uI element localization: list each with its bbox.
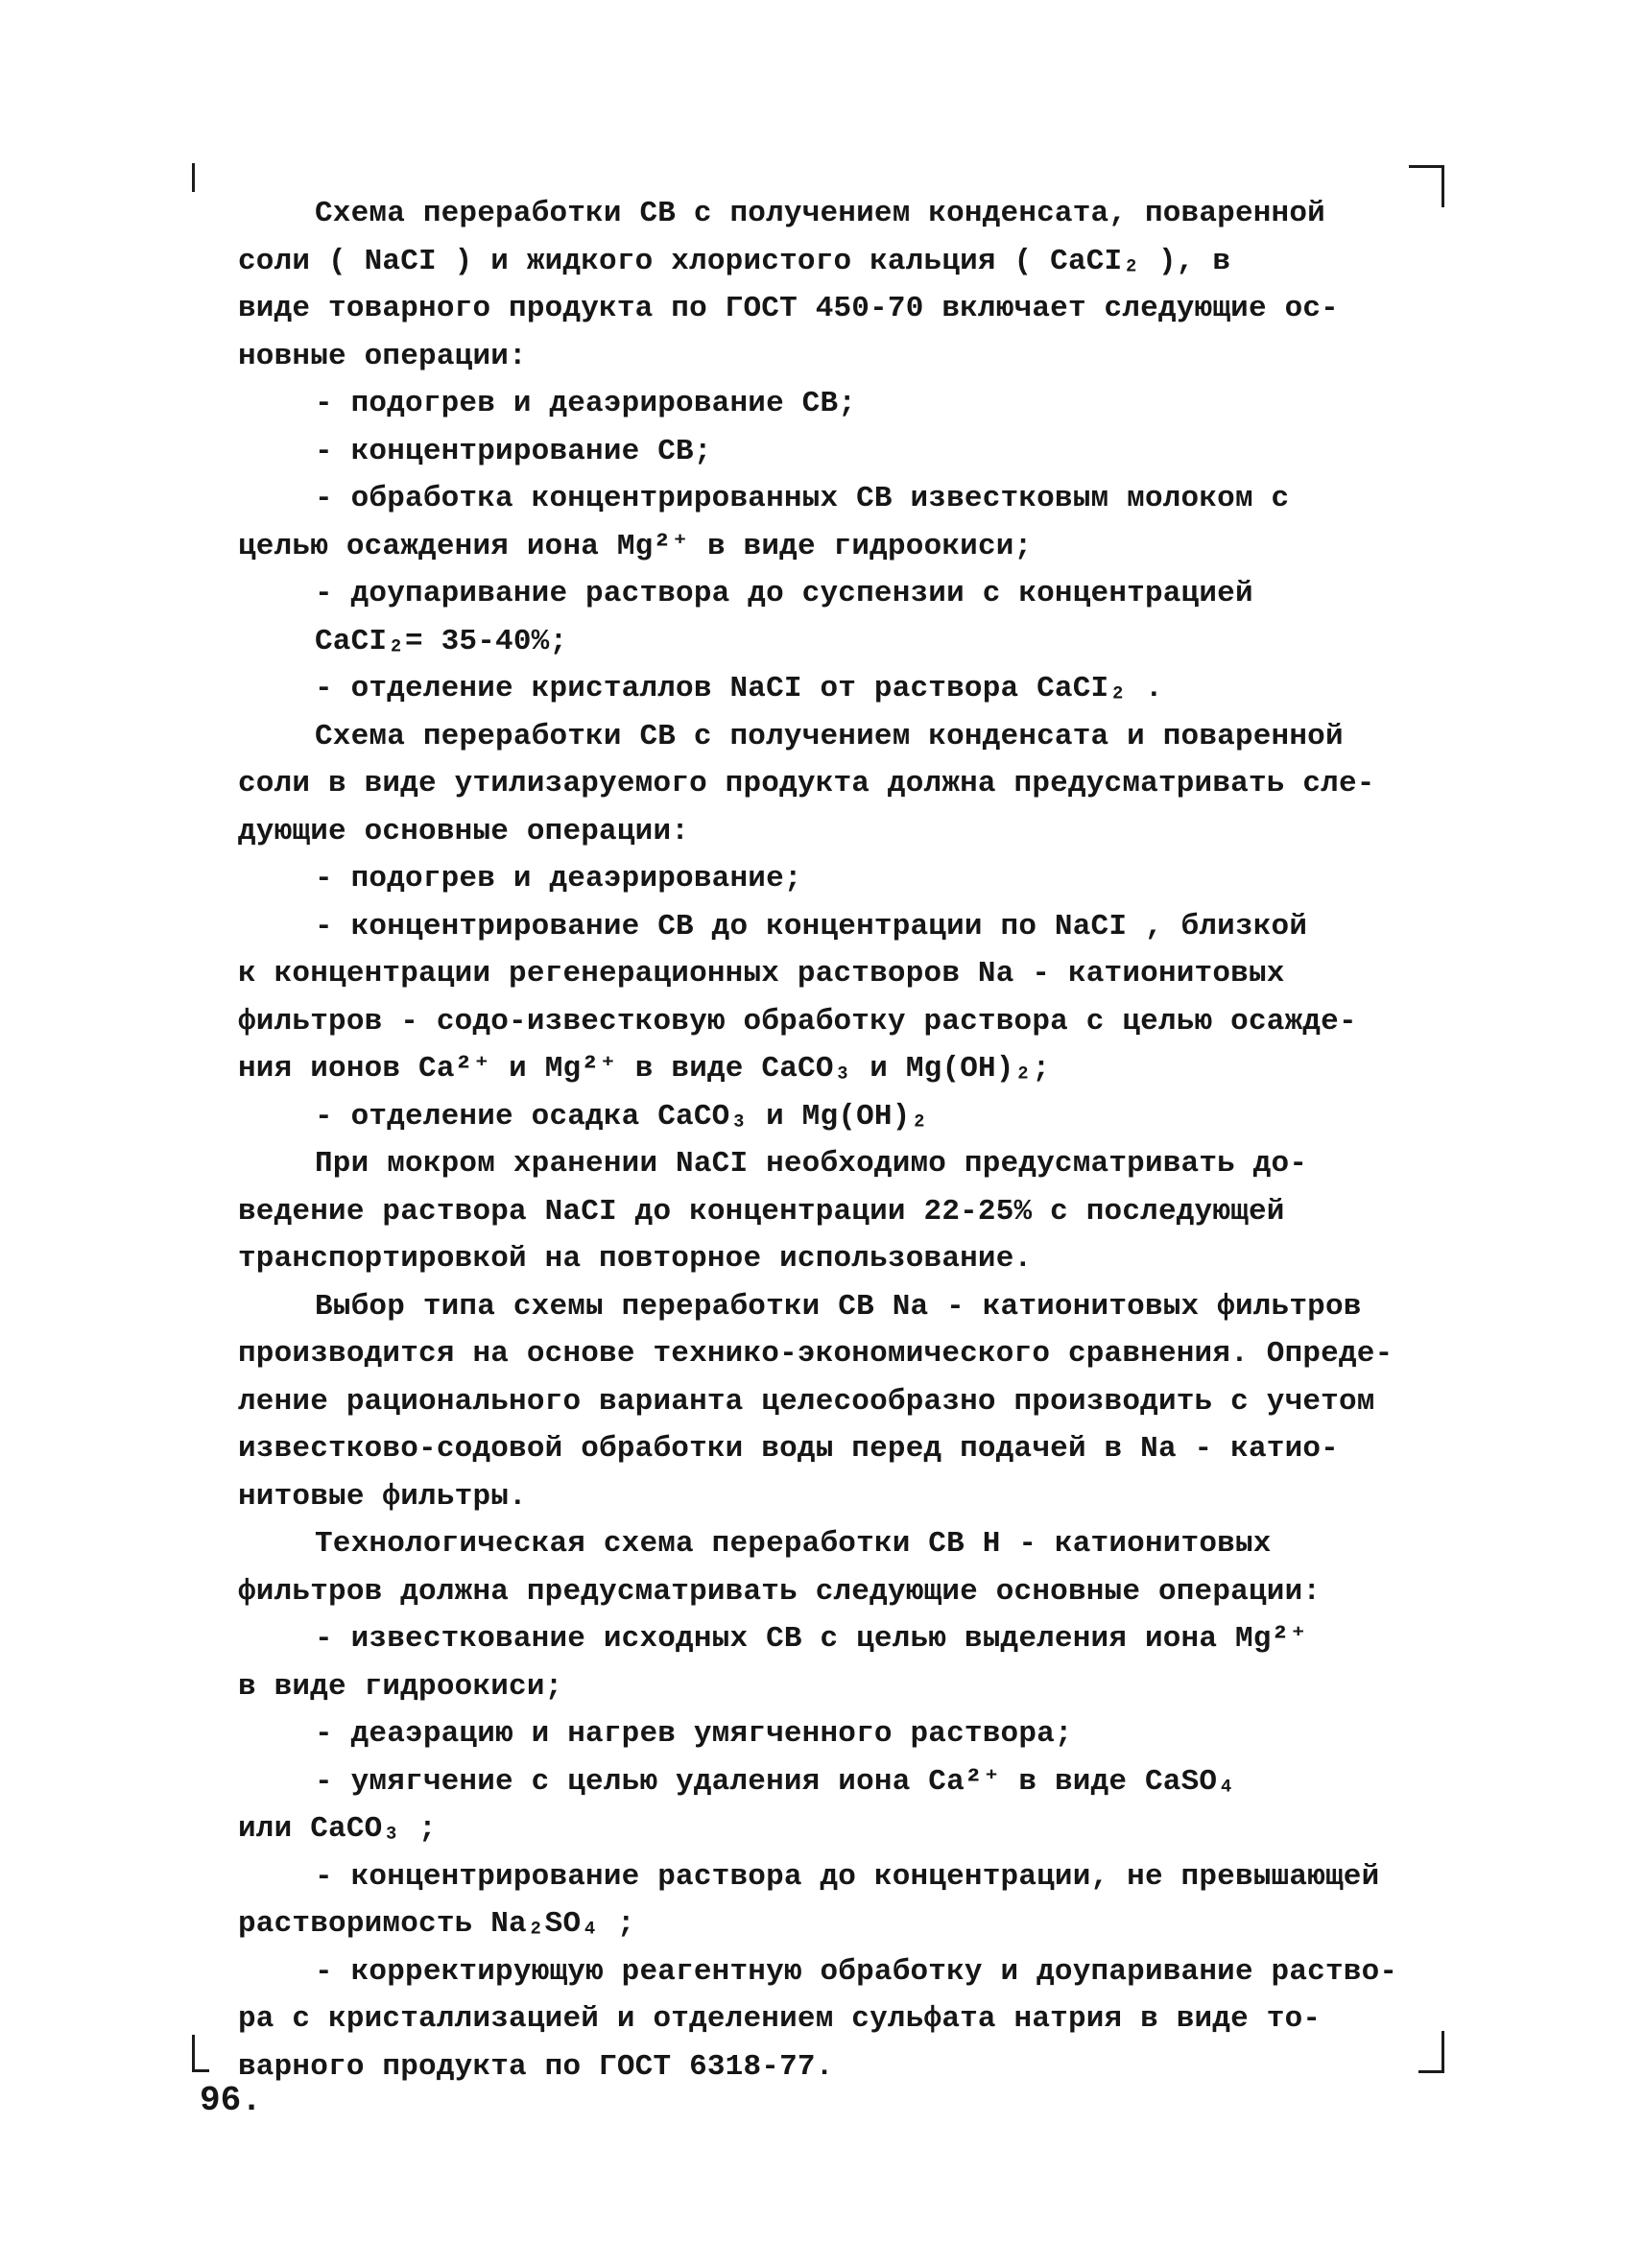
text-line: транспортировкой на повторное использование. bbox=[238, 1242, 1033, 1276]
text-line: дующие основные операции: bbox=[238, 814, 690, 848]
text-line: - умягчение с целью удаления иона Ca²⁺ в виде CaSO₄ bbox=[315, 1764, 1236, 1799]
text-line: Технологическая схема переработки СВ H - катионитовых bbox=[315, 1527, 1272, 1561]
corner-mark-bottom-left-foot bbox=[192, 2069, 209, 2072]
text-line: ление рационального варианта целесообразно производить с учетом bbox=[238, 1384, 1375, 1419]
text-line: нитовые фильтры. bbox=[238, 1479, 527, 1514]
text-line: Схема переработки СВ с получением конденсата, поваренной bbox=[315, 197, 1325, 230]
text-line: растворимость Na₂SO₄ ; bbox=[238, 1907, 635, 1941]
corner-mark-top-right bbox=[1409, 165, 1443, 168]
text-line: виде товарного продукта по ГОСТ 450-70 включает следующие ос- bbox=[238, 292, 1339, 325]
text-line: целью осаждения иона Mg²⁺ в виде гидроокиси; bbox=[238, 529, 1033, 563]
text-line: или CaCO₃ ; bbox=[238, 1812, 437, 1846]
text-line: - подогрев и деаэрирование СВ; bbox=[315, 387, 857, 420]
text-line: Схема переработки СВ с получением конденсата и поваренной bbox=[315, 719, 1344, 753]
text-line: - концентрирование раствора до концентрации, не превышающей bbox=[315, 1859, 1380, 1894]
page-number: 96. bbox=[200, 2081, 262, 2120]
text-line: в виде гидроокиси; bbox=[238, 1669, 563, 1704]
text-line: фильтров - содо-известковую обработку раствора с целью осажде- bbox=[238, 1004, 1357, 1039]
text-line: варного продукта по ГОСТ 6318-77. bbox=[238, 2049, 834, 2084]
text-line: - известкование исходных СВ с целью выделения иона Mg²⁺ bbox=[315, 1622, 1308, 1656]
text-line: - концентрирование СВ до концентрации по NaCI , близкой bbox=[315, 909, 1308, 943]
text-line: к концентрации регенерационных растворов Na - катионитовых bbox=[238, 957, 1285, 991]
text-line: - концентрирование СВ; bbox=[315, 434, 712, 468]
text-line: - отделение осадка CaCO₃ и Mg(OH)₂ bbox=[315, 1099, 929, 1134]
text-line: При мокром хранении NaCI необходимо предусматривать до- bbox=[315, 1147, 1308, 1181]
text-line: - подогрев и деаэрирование; bbox=[315, 862, 802, 895]
text-line: соли в виде утилизаруемого продукта должна предусматривать сле- bbox=[238, 767, 1375, 800]
text-line: новные операции: bbox=[238, 339, 527, 373]
text-line: соли ( NaCI ) и жидкого хлористого кальция ( CaCI₂ ), в bbox=[238, 244, 1231, 278]
text-line: - отделение кристаллов NaCI от раствора CaCI₂ . bbox=[315, 672, 1163, 705]
body-text bbox=[238, 190, 1447, 2090]
text-line: ра с кристаллизацией и отделением сульфата натрия в виде то- bbox=[238, 2002, 1322, 2036]
text-line: ния ионов Ca²⁺ и Mg²⁺ в виде CaCO₃ и Mg(OH)₂; bbox=[238, 1052, 1051, 1086]
text-line: - деаэрацию и нагрев умягченного раствора; bbox=[315, 1717, 1073, 1751]
text-line: производится на основе технико-экономического сравнения. Опреде- bbox=[238, 1337, 1394, 1371]
corner-mark-bottom-left bbox=[192, 2035, 195, 2071]
text-line: Выбор типа схемы переработки СВ Na - катионитовых фильтров bbox=[315, 1289, 1362, 1324]
text-line: известково-содовой обработки воды перед подачей в Na - катио- bbox=[238, 1432, 1339, 1466]
text-line: - обработка концентрированных СВ известковым молоком с bbox=[315, 482, 1290, 515]
text-line: CaCI₂= 35-40%; bbox=[315, 624, 568, 658]
text-line: - доупаривание раствора до суспензии с концентрацией bbox=[315, 577, 1253, 610]
text-line: ведение раствора NaCI до концентрации 22-25% с последующей bbox=[238, 1194, 1285, 1229]
text-line: фильтров должна предусматривать следующие основные операции: bbox=[238, 1574, 1322, 1609]
text-line: - корректирующую реагентную обработку и доупаривание раство- bbox=[315, 1954, 1398, 1989]
corner-mark-top-left bbox=[192, 163, 195, 192]
